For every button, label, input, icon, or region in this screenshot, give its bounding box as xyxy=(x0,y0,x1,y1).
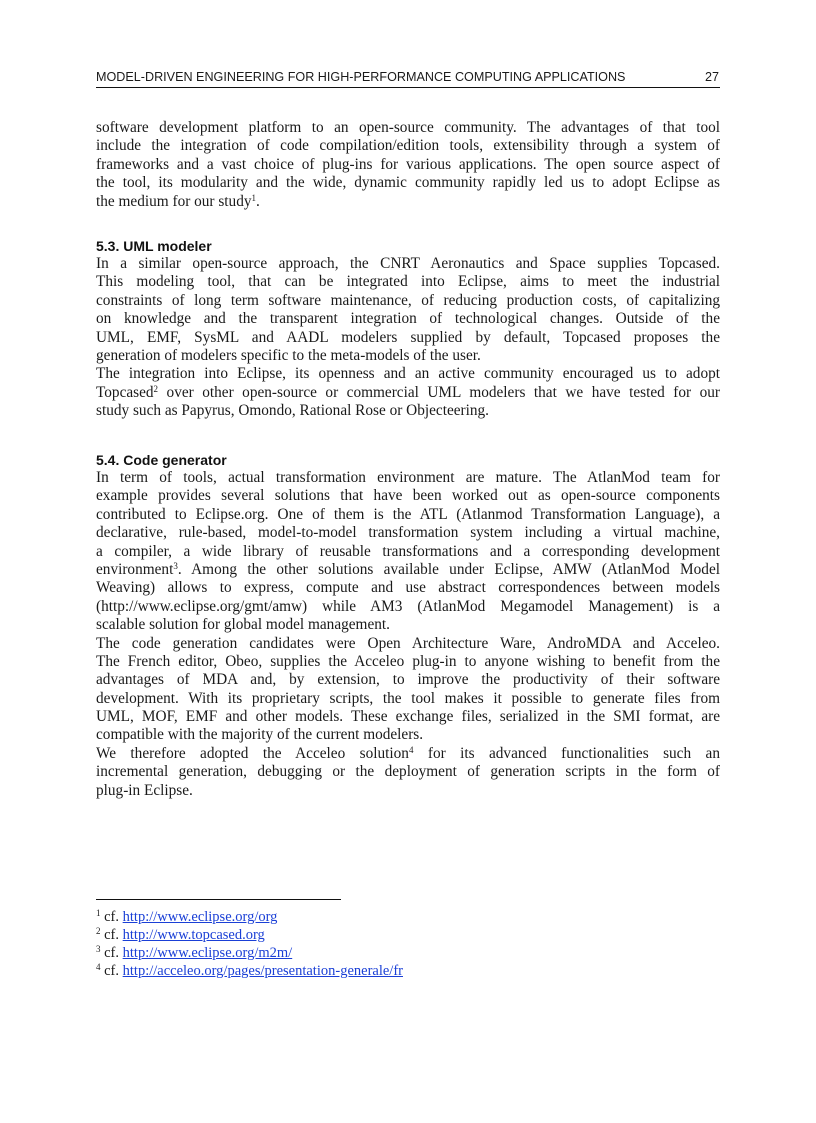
footnote-ref-3[interactable]: 3 xyxy=(173,560,178,571)
section-heading-5-4: 5.4. Code generator xyxy=(96,452,227,468)
text-span: Topcased xyxy=(96,383,154,401)
text-line: In term of tools, actual transformation environment are mature. The AtlanMod team for xyxy=(96,469,720,486)
text-line xyxy=(96,745,720,763)
footnote-1 xyxy=(96,908,720,926)
footnote-ref-1[interactable]: 1 xyxy=(251,192,256,203)
footnote-divider xyxy=(96,899,341,900)
text-line: generation of modelers specific to the meta-models of the user. xyxy=(96,346,481,364)
footnote-prefix: cf. xyxy=(100,945,123,961)
text-line: the tool, its modularity and the wide, dynamic community rapidly led us to adopt Eclipse as xyxy=(96,174,720,192)
text-line: (http://www.eclipse.org/gmt/amw) while AM3 (AtlanMod Megamodel Management) is a xyxy=(96,597,720,615)
text-line: contributed to Eclipse.org. One of them is the ATL (Atlanmod Transformation Language), a xyxy=(96,505,720,523)
section-5-3-body xyxy=(96,255,720,421)
text-line xyxy=(96,384,720,402)
text-line: development. With its proprietary scripts, the tool makes it possible to generate files from xyxy=(96,689,720,707)
section-5-4-body xyxy=(96,469,720,800)
text-span: environment xyxy=(96,560,174,578)
footnotes xyxy=(96,908,720,980)
text-line: In a similar open-source approach, the CNRT Aeronautics and Space supplies Topcased. xyxy=(96,255,720,272)
footnote-link[interactable]: http://acceleo.org/pages/presentation-generale/fr xyxy=(122,963,403,979)
text-line: The French editor, Obeo, supplies the Acceleo plug-in to anyone wishing to benefit from the xyxy=(96,652,720,670)
text-span: We therefore adopted the Acceleo solution xyxy=(96,744,409,762)
text-span: the medium for our study xyxy=(96,192,252,210)
text-line: UML, EMF, SysML and AADL modelers supplied by default, Topcased proposes the xyxy=(96,328,720,346)
footnote-prefix: cf. xyxy=(100,963,123,979)
footnote-link[interactable]: http://www.topcased.org xyxy=(122,927,265,943)
text-span: . Among the other solutions available under Eclipse, AMW (AtlanMod Model xyxy=(177,560,720,578)
footnote-prefix: cf. xyxy=(100,909,123,925)
text-line: a compiler, a wide library of reusable transformations and a corresponding development xyxy=(96,542,720,560)
running-header xyxy=(96,70,720,88)
text-line xyxy=(96,561,720,579)
text-line: advantages of MDA and, by extension, to improve the productivity of their software xyxy=(96,671,720,689)
footnote-number: 1 xyxy=(96,908,101,918)
text-line: frameworks and a vast choice of plug-ins for various applications. The open source aspect of xyxy=(96,155,720,173)
text-span: over other open-source or commercial UML modelers that we have tested for our xyxy=(158,383,720,401)
text-line: study such as Papyrus, Omondo, Rational Rose or Objecteering. xyxy=(96,402,489,420)
section-heading-5-3: 5.3. UML modeler xyxy=(96,238,212,254)
page-number: 27 xyxy=(704,70,719,84)
intro-paragraph xyxy=(96,119,720,211)
footnote-ref-4[interactable]: 4 xyxy=(408,744,414,755)
text-span: . xyxy=(256,192,260,210)
text-line: The code generation candidates were Open Architecture Ware, AndroMDA and Acceleo. xyxy=(96,634,720,652)
footnote-ref-2[interactable]: 2 xyxy=(153,383,159,394)
text-line: on knowledge and the transparent integration of technological changes. Outside of the xyxy=(96,310,720,328)
running-title: MODEL-DRIVEN ENGINEERING FOR HIGH-PERFORMANCE COMPUTING APPLICATIONS xyxy=(96,70,626,84)
text-line: software development platform to an open-source community. The advantages of that tool xyxy=(96,119,720,136)
text-line: This modeling tool, that can be integrated into Eclipse, aims to meet the industrial xyxy=(96,273,720,291)
text-line: declarative, rule-based, model-to-model transformation system including a virtual machine, xyxy=(96,524,720,542)
text-line: constraints of long term software maintenance, of reducing production costs, of capitalizing xyxy=(96,291,720,309)
footnote-3 xyxy=(96,944,720,962)
text-line xyxy=(96,193,720,211)
footnote-link[interactable]: http://www.eclipse.org/m2m/ xyxy=(122,945,293,961)
footnote-number: 3 xyxy=(96,944,101,954)
footnote-number: 4 xyxy=(96,962,101,972)
text-line: The integration into Eclipse, its openness and an active community encouraged us to adopt xyxy=(96,365,720,383)
text-line: UML, MOF, EMF and other models. These exchange files, serialized in the SMI format, are xyxy=(96,708,720,726)
footnote-prefix: cf. xyxy=(100,927,123,943)
text-line: incremental generation, debugging or the deployment of generation scripts in the form of xyxy=(96,763,720,781)
footnote-2 xyxy=(96,926,720,944)
text-line: compatible with the majority of the current modelers. xyxy=(96,726,424,744)
footnote-number: 2 xyxy=(96,926,101,936)
text-line: Weaving) allows to express, compute and use abstract correspondences between models xyxy=(96,579,720,597)
text-line: scalable solution for global model management. xyxy=(96,616,390,634)
footnote-4 xyxy=(96,962,720,980)
footnote-link[interactable]: http://www.eclipse.org/org xyxy=(122,909,278,925)
text-span: for its advanced functionalities such an xyxy=(413,744,720,762)
text-line: include the integration of code compilation/edition tools, extensibility through a system of xyxy=(96,137,720,155)
text-line: plug-in Eclipse. xyxy=(96,781,193,799)
text-line: example provides several solutions that have been worked out as open-source components xyxy=(96,487,720,505)
